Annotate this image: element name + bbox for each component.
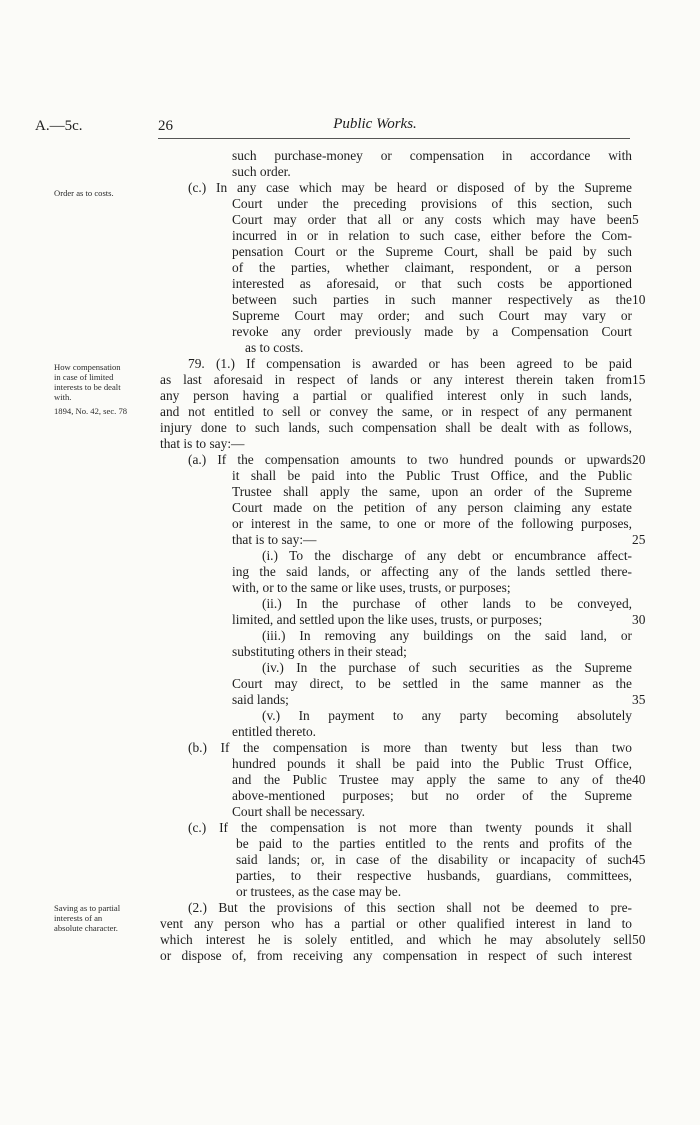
body-line: vent any person who has a partial or other qualified interest in land to xyxy=(160,916,632,931)
body-line: and not entitled to sell or convey the same, or in respect of any permanent xyxy=(160,404,632,419)
body-line: that is to say:— xyxy=(160,436,245,451)
margin-note-reference: 1894, No. 42, sec. 78 xyxy=(54,406,128,416)
page-number: 26 xyxy=(158,118,173,134)
body-line: Court under the preceding provisions of this section, such xyxy=(232,196,632,211)
body-line: (iii.) In removing any buildings on the said land, or xyxy=(262,628,632,643)
body-line: of the parties, whether claimant, respondent, or a person xyxy=(232,260,632,275)
body-line: Court shall be necessary. xyxy=(232,804,365,819)
body-line: (2.) But the provisions of this section shall not be deemed to pre- xyxy=(188,900,632,915)
margin-note-line: interests to be dealt xyxy=(54,382,121,392)
header-rule xyxy=(158,138,630,139)
body-line: interested as aforesaid, or that such costs be apportioned xyxy=(232,276,632,291)
body-line: (iv.) In the purchase of such securities as the Supreme xyxy=(262,660,632,675)
body-line: be paid to the parties entitled to the rents and profits of the xyxy=(236,836,632,851)
body-line: above-mentioned purposes; but no order of the Supreme xyxy=(232,788,632,803)
body-line: such order. xyxy=(232,164,291,179)
document-code: A.—5c. xyxy=(35,118,83,134)
body-line: (i.) To the discharge of any debt or encumbrance affect- xyxy=(262,548,632,563)
running-title: Public Works. xyxy=(333,116,417,132)
body-line: as last aforesaid in respect of lands or any interest therein taken from xyxy=(160,372,632,387)
line-number: 10 xyxy=(632,292,646,307)
body-line: or interest in the same, to one or more of the following purposes, xyxy=(232,516,632,531)
body-line: any person having a partial or qualified interest only in such lands, xyxy=(160,388,632,403)
line-number: 45 xyxy=(632,852,646,867)
body-line: such purchase-money or compensation in accordance with xyxy=(232,148,632,163)
margin-note-line: in case of limited xyxy=(54,372,114,382)
margin-note-saving xyxy=(54,903,120,933)
body-line: (v.) In payment to any party becoming absolutely xyxy=(262,708,632,723)
body-line: entitled thereto. xyxy=(232,724,317,739)
body-line: said lands; or, in case of the disability or incapacity of such xyxy=(236,852,632,867)
body-line: that is to say:— xyxy=(232,532,317,547)
margin-note-line: with. xyxy=(54,392,72,402)
body-line: injury done to such lands, such compensation shall be dealt with as follows, xyxy=(160,420,632,435)
body-line: hundred pounds it shall be paid into the Public Trust Office, xyxy=(232,756,632,771)
body-line: (c.) In any case which may be heard or disposed of by the Supreme xyxy=(188,180,632,195)
body-line: or trustees, as the case may be. xyxy=(236,884,402,899)
line-number: 30 xyxy=(632,612,646,627)
body-line: incurred in or in relation to such case, either before the Com- xyxy=(232,228,632,243)
margin-note-line: How compensation xyxy=(54,362,121,372)
margin-note-line: absolute character. xyxy=(54,923,118,933)
margin-note-order-costs: Order as to costs. xyxy=(54,188,114,198)
body-line: pensation Court or the Supreme Court, shall be paid by such xyxy=(232,244,632,259)
body-line: or dispose of, from receiving any compensation in respect of such interest xyxy=(160,948,632,963)
body-line: Trustee shall apply the same, upon an order of the Supreme xyxy=(232,484,632,499)
body-line: limited, and settled upon the like uses, trusts, or purposes; xyxy=(232,612,543,627)
margin-note-line: Saving as to partial xyxy=(54,903,121,913)
body-line: Court made on the petition of any person claiming any estate xyxy=(232,500,632,515)
body-line: it shall be paid into the Public Trust Office, and the Public xyxy=(232,468,632,483)
body-line: 79. (1.) If compensation is awarded or has been agreed to be paid xyxy=(188,356,632,371)
line-number: 15 xyxy=(632,372,646,387)
body-line: Court may direct, to be settled in the same manner as the xyxy=(232,676,632,691)
body-line: said lands; xyxy=(232,692,289,707)
line-number: 50 xyxy=(632,932,646,947)
body-line: which interest he is solely entitled, and which he may absolutely sell xyxy=(160,932,632,947)
body-line: and the Public Trustee may apply the same to any of the xyxy=(232,772,632,787)
body-line: (b.) If the compensation is more than twenty but less than two xyxy=(188,740,632,755)
line-number: 40 xyxy=(632,772,646,787)
body-line: ing the said lands, or affecting any of the lands settled there- xyxy=(232,564,632,579)
line-number: 5 xyxy=(632,212,639,227)
body-line: (c.) If the compensation is not more than twenty pounds it shall xyxy=(188,820,632,835)
margin-note-how-compensation xyxy=(54,362,121,402)
body-line: (a.) If the compensation amounts to two hundred pounds or upwards xyxy=(188,452,632,467)
body-line: revoke any order previously made by a Compensation Court xyxy=(232,324,632,339)
body-line: as to costs. xyxy=(245,340,304,355)
body-line: Court may order that all or any costs which may have been xyxy=(232,212,632,227)
body-line: (ii.) In the purchase of other lands to be conveyed, xyxy=(262,596,632,611)
line-number: 25 xyxy=(632,532,646,547)
body-line: Supreme Court may order; and such Court may vary or xyxy=(232,308,632,323)
body-line: between such parties in such manner respectively as the xyxy=(232,292,632,307)
margin-note-line: interests of an xyxy=(54,913,103,923)
body-line: substituting others in their stead; xyxy=(232,644,407,659)
line-number: 20 xyxy=(632,452,646,467)
body-line: parties, to their respective husbands, guardians, committees, xyxy=(236,868,632,883)
body-line: with, or to the same or like uses, trusts, or purposes; xyxy=(232,580,511,595)
line-number: 35 xyxy=(632,692,646,707)
